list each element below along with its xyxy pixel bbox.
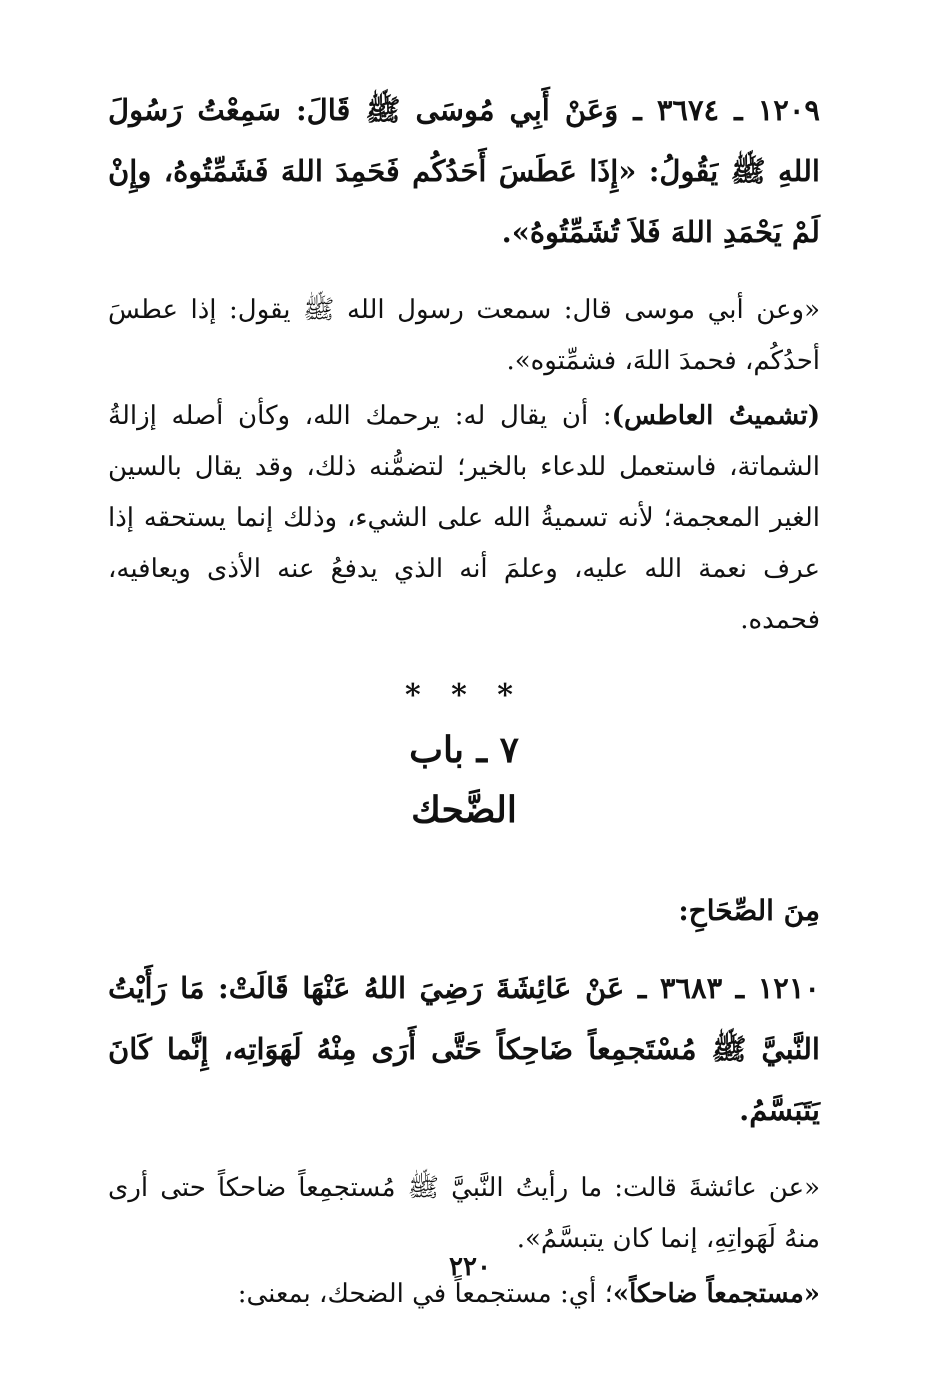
- commentary-explanation-1209: [108, 391, 820, 646]
- page-number: ٢٢٠: [449, 1252, 491, 1282]
- section-separator: * * *: [405, 678, 523, 713]
- chapter-number: ٧ ـ باب: [409, 729, 519, 771]
- term-tashmeet: (تشميتُ العاطس): [611, 401, 820, 431]
- commentary-quote-1210: «عن عائشةَ قالت: ما رأيتُ النَّبيَّ ﷺ مُستجمِعاً ضاحكاً حتى أرى منهُ لَهَواتِهِ، إنما كان يتبسَّمُ».: [108, 1173, 820, 1254]
- hadith-1209: ١٢٠٩ ـ ٣٦٧٤ ـ وَعَنْ أَبِي مُوسَى ﷺ قَالَ: سَمِعْتُ رَسُولَ اللهِ ﷺ يَقُولُ: «إِذَا عَطَسَ أَحَدُكُم فَحَمِدَ اللهَ فَشَمِّتُوهُ، وإِنْ لَمْ يَحْمَدِ اللهَ فَلاَ تُشَمِّتُوهُ».: [108, 93, 820, 249]
- source-heading: مِنَ الصِّحَاحِ:: [678, 894, 820, 927]
- chapter-title: الضَّحك: [411, 789, 517, 831]
- term-mustajmi: «مستجمعاً ضاحكاً»: [612, 1279, 820, 1309]
- commentary-quote-1209: «وعن أبي موسى قال: سمعت رسول الله ﷺ يقول: إذا عطسَ أحدُكُم، فحمدَ اللهَ، فشمِّتوه».: [108, 295, 820, 376]
- hadith-1210: ١٢١٠ ـ ٣٦٨٣ ـ عَنْ عَائِشَةَ رَضِيَ اللهُ عَنْهَا قَالَتْ: مَا رَأَيْتُ النَّبيَّ ﷺ مُسْتَجمِعاً ضَاحِكاً حَتَّى أَرَى مِنْهُ لَهَوَاتِه، إِنَّما كَانَ يَتَبَسَّمُ.: [108, 971, 820, 1127]
- explanation-text: : أن يقال له: يرحمك الله، وكأن أصله إزالةُ الشماتة، فاستعمل للدعاء بالخير؛ لتضمُّنه ذلك، وقد يقال بالسين الغير المعجمة؛ لأنه تسميةُ الله على الشيء، وذلك إنما يستحقه إذا عرف نعمة الله عليه، وعلمَ أنه الذي يدفعُ عنه الأذى ويعافيه، فحمده.: [108, 401, 820, 635]
- explanation-text: ؛ أي: مستجمعاً في الضحك، بمعنى:: [237, 1279, 613, 1309]
- page-content: [108, 80, 820, 1320]
